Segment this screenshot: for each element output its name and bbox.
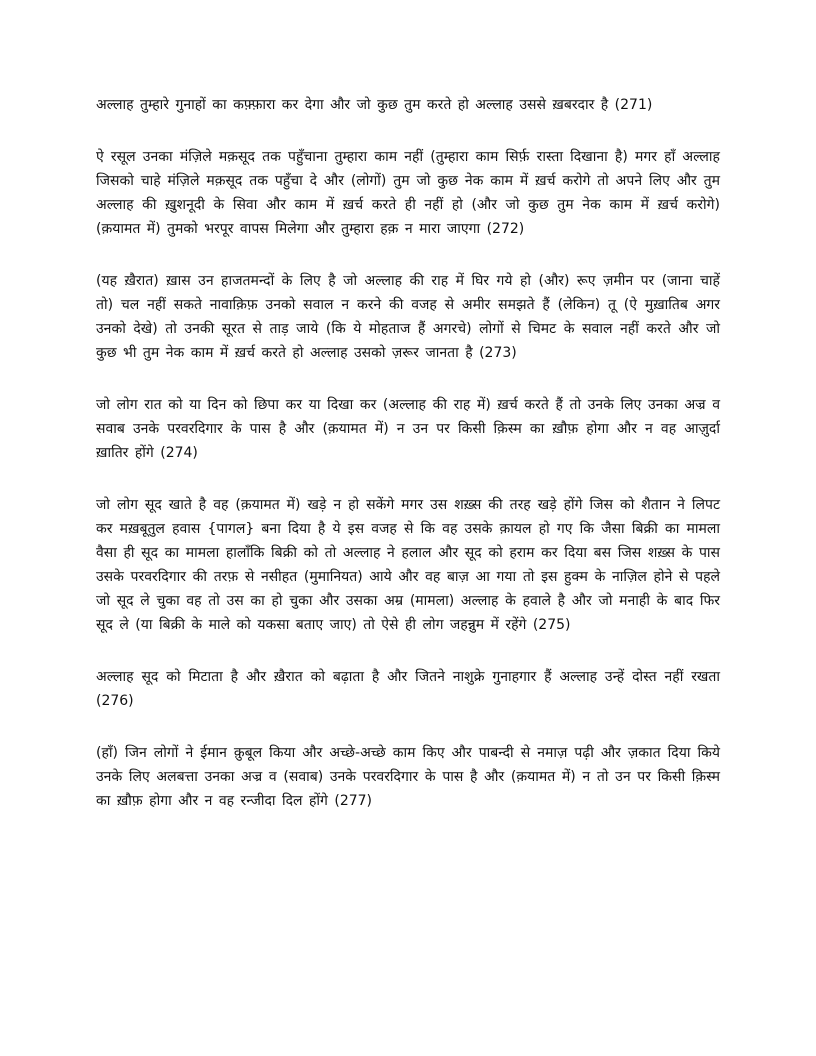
document-body (96, 93, 720, 841)
verse-272: ऐ रसूल उनका मंज़िले मक़सूद तक पहुँचाना तुम्हारा काम नहीं (तुम्हारा काम सिर्फ़ रास्ता दिखाना है) मगर हाँ अल्लाह जिसको चाहे मंज़िले मक़सूद तक पहुँचा दे और (लोगों) तुम जो कुछ नेक काम में ख़र्च करोगे तो अपने लिए और तुम अल्लाह की ख़ुशनूदी के सिवा और काम में ख़र्च करते ही नहीं हो (और जो कुछ तुम नेक काम में ख़र्च करोगे) (क़यामत में) तुमको भरपूर वापस मिलेगा और तुम्हारा हक़ न मारा जाएगा (272) (96, 149, 720, 237)
verse-275: जो लोग सूद खाते है वह (क़यामत में) खड़े न हो सकेंगे मगर उस शख़्स की तरह खड़े होंगे जिस को शैतान ने लिपट कर मख़बूतुल हवास {पागल} बना दिया है ये इस वजह से कि वह उसके क़ायल हो गए कि जैसा बिक्री का मामला वैसा ही सूद का मामला हालाँकि बिक्री को तो अल्लाह ने हलाल और सूद को हराम कर दिया बस जिस शख़्स के पास उसके परवरदिगार की तरफ़ से नसीहत (मुमानियत) आये और वह बाज़ आ गया तो इस हुक्म के नाज़िल होने से पहले जो सूद ले चुका वह तो उस का हो चुका और उसका अम्र (मामला) अल्लाह के हवाले है और जो मनाही के बाद फिर सूद ले (या बिक्री के माले को यकसा बताए जाए) तो ऐसे ही लोग जहन्नुम में रहेंगे (275) (96, 497, 720, 633)
verse-277: (हाँ) जिन लोगों ने ईमान क़ुबूल किया और अच्छे-अच्छे काम किए और पाबन्दी से नमाज़ पढ़ी और ज़कात दिया किये उनके लिए अलबत्ता उनका अज्र व (सवाब) उनके परवरदिगार के पास है और (क़यामत में) न तो उन पर किसी क़िस्म का ख़ौफ़ होगा और न वह रन्जीदा दिल होंगे (277) (96, 745, 720, 809)
verse-274: जो लोग रात को या दिन को छिपा कर या दिखा कर (अल्लाह की राह में) ख़र्च करते हैं तो उनके लिए उनका अज्र व सवाब उनके परवरदिगार के पास है और (क़यामत में) न उन पर किसी क़िस्म का ख़ौफ़ होगा और न वह आज़ुर्दा ख़ातिर होंगे (274) (96, 397, 720, 461)
verse-273: (यह ख़ैरात) ख़ास उन हाजतमन्दों के लिए है जो अल्लाह की राह में घिर गये हो (और) रूए ज़मीन पर (जाना चाहें तो) चल नहीं सकते नावाक़िफ़ उनको सवाल न करने की वजह से अमीर समझते हैं (लेकिन) तू (ऐ मुख़ातिब अगर उनको देखे) तो उनकी सूरत से ताड़ जाये (कि ये मोहताज हैं अगरचे) लोगों से चिमट के सवाल नहीं करते और जो कुछ भी तुम नेक काम में ख़र्च करते हो अल्लाह उसको ज़रूर जानता है (273) (96, 273, 720, 361)
verse-276: अल्लाह सूद को मिटाता है और ख़ैरात को बढ़ाता है और जितने नाशुक्रे गुनाहगार हैं अल्लाह उन्हें दोस्त नहीं रखता (276) (96, 669, 720, 709)
verse-271: अल्लाह तुम्हारे गुनाहों का कफ़्फ़ारा कर देगा और जो कुछ तुम करते हो अल्लाह उससे ख़बरदार है (271) (96, 97, 653, 113)
